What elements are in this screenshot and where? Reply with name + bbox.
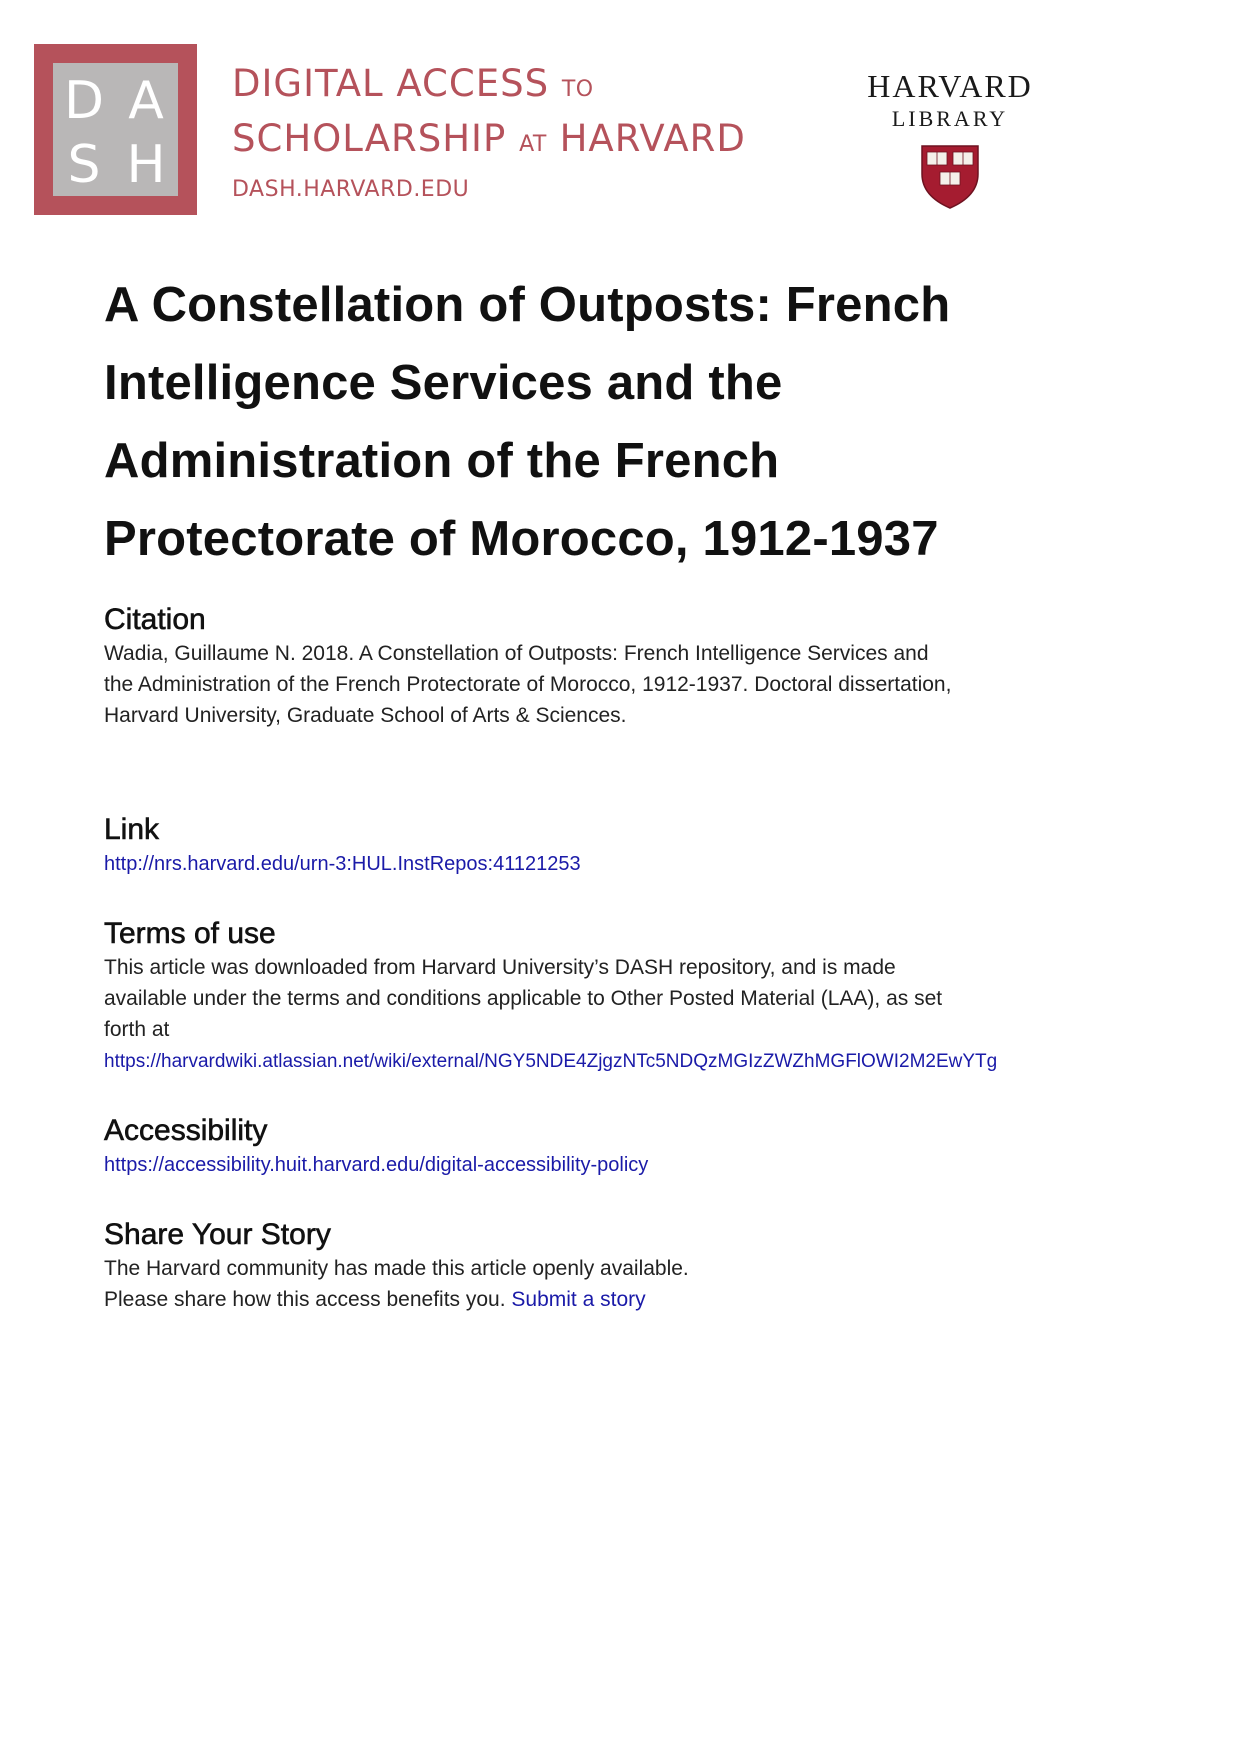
- title-line-4: Protectorate of Morocco, 1912-1937: [104, 512, 939, 566]
- terms-line-1: This article was downloaded from Harvard University’s DASH repository, and is made: [104, 956, 896, 979]
- accessibility-heading: Accessibility: [104, 1114, 268, 1147]
- share-line-2: Please share how this access benefits you.: [104, 1288, 506, 1311]
- dash-letter-d: D: [63, 71, 105, 131]
- dash-logo-tile: [53, 63, 178, 196]
- dash-wordmark-line1: [232, 60, 746, 114]
- harvard-library-logo: [820, 68, 1080, 210]
- submit-story-link[interactable]: Submit a story: [511, 1288, 646, 1311]
- title-line-2: Intelligence Services and the: [104, 356, 783, 410]
- citation-line-2: the Administration of the French Protectorate of Morocco, 1912-1937. Doctoral dissertation,: [104, 673, 952, 696]
- accessibility-body: [104, 1149, 1124, 1181]
- title-line-3: Administration of the French: [104, 434, 780, 488]
- share-heading: Share Your Story: [104, 1218, 331, 1251]
- citation-line-3: Harvard University, Graduate School of Arts & Sciences.: [104, 704, 627, 727]
- document-title: [104, 266, 1124, 578]
- citation-line-1: Wadia, Guillaume N. 2018. A Constellation of Outposts: French Intelligence Services and: [104, 642, 929, 665]
- harvard-library-line1: HARVARD: [867, 68, 1033, 104]
- dash-letter-h: H: [126, 135, 166, 195]
- dash-url: DASH.HARVARD.EDU: [232, 177, 470, 202]
- link-section: [104, 812, 1124, 880]
- share-section: [104, 1217, 1124, 1315]
- dash-wordmark-digital-access: DIGITAL ACCESS: [232, 62, 550, 105]
- permalink-link[interactable]: http://nrs.harvard.edu/urn-3:HUL.InstRepos:41121253: [104, 853, 581, 875]
- accessibility-link[interactable]: https://accessibility.huit.harvard.edu/digital-accessibility-policy: [104, 1154, 649, 1176]
- dash-wordmark-scholarship: SCHOLARSHIP: [232, 117, 507, 160]
- terms-line-2: available under the terms and conditions applicable to Other Posted Material (LAA), as set: [104, 987, 943, 1010]
- dash-wordmark-harvard: HARVARD: [559, 117, 746, 160]
- accessibility-section: [104, 1113, 1124, 1181]
- harvard-library-line2: LIBRARY: [891, 106, 1009, 131]
- terms-text: [104, 952, 1124, 1077]
- terms-line-3: forth at: [104, 1018, 170, 1041]
- harvard-shield-icon: [920, 144, 980, 210]
- share-line-1: The Harvard community has made this article openly available.: [104, 1257, 689, 1280]
- citation-section: [104, 602, 1124, 731]
- terms-heading: Terms of use: [104, 917, 276, 950]
- title-line-1: A Constellation of Outposts: French: [104, 278, 951, 332]
- link-heading: Link: [104, 813, 160, 846]
- dash-wordmark-to: TO: [561, 77, 594, 102]
- dash-wordmark-line2: [232, 114, 746, 170]
- dash-letter-s: S: [67, 135, 101, 195]
- dash-logo: [34, 44, 197, 215]
- citation-heading: Citation: [104, 603, 206, 636]
- terms-section: [104, 916, 1124, 1077]
- link-body: [104, 848, 1124, 880]
- document-title-block: [104, 266, 1124, 578]
- citation-text: [104, 638, 1124, 731]
- dash-wordmark-at: AT: [519, 132, 547, 157]
- dash-letter-a: A: [128, 71, 164, 131]
- dash-wordmark: [232, 60, 746, 210]
- share-text: [104, 1253, 1124, 1315]
- terms-link[interactable]: https://harvardwiki.atlassian.net/wiki/external/NGY5NDE4ZjgzNTc5NDQzMGIzZWZhMGFlOWI2M2EwYTg: [104, 1051, 998, 1072]
